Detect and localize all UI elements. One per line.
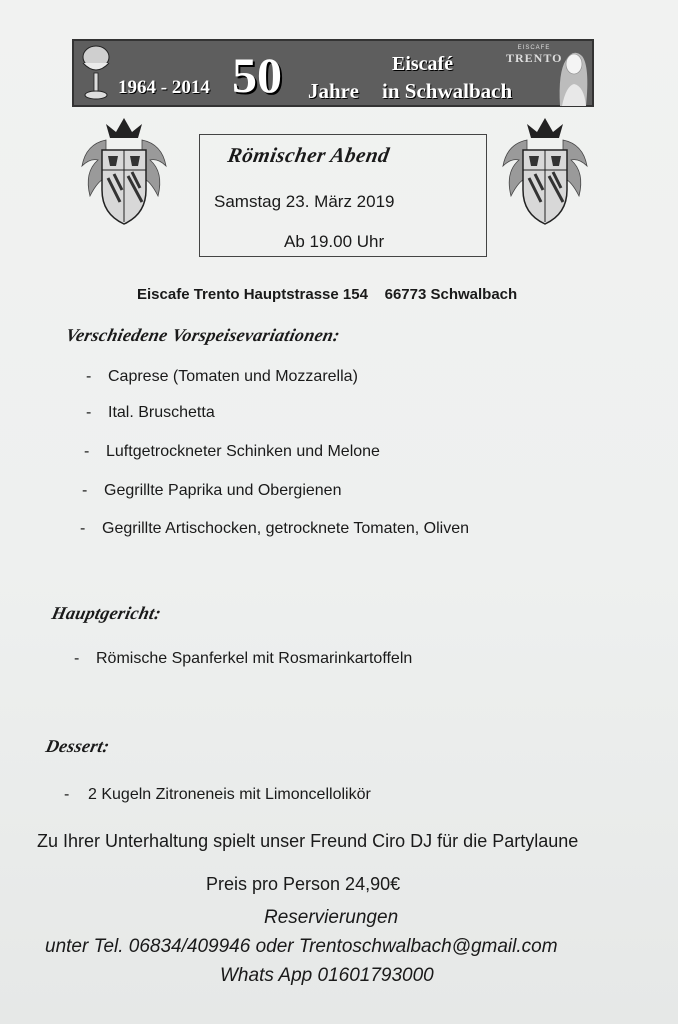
venue-address: Eiscafe Trento Hauptstrasse 154 66773 Schwalbach (137, 286, 518, 303)
bullet: - (74, 650, 80, 667)
reservation-label: Reservierungen (264, 907, 399, 928)
logo-line1: EISCAFE (517, 45, 551, 51)
ice-cream-cup-icon (78, 43, 114, 105)
whatsapp-contact: Whats App 01601793000 (220, 965, 434, 986)
coat-of-arms-icon (497, 110, 593, 230)
banner-location: in Schwalbach (382, 79, 513, 103)
bullet: - (86, 404, 92, 421)
banner-years: 1964 - 2014 (118, 77, 210, 98)
dessert-item: 2 Kugeln Zitroneneis mit Limoncellolikör (88, 786, 371, 803)
starter-item: Gegrillte Paprika und Obergienen (104, 482, 342, 499)
starter-item: Caprese (Tomaten und Mozzarella) (108, 368, 358, 385)
main-course-item: Römische Spanferkel mit Rosmarinkartoffeln (96, 650, 413, 667)
entertainment-note: Zu Ihrer Unterhaltung spielt unser Freund Ciro DJ für die Partylaune (37, 831, 579, 851)
bullet: - (64, 786, 70, 803)
dessert-heading: Dessert: (43, 736, 112, 756)
reservation-contact: unter Tel. 06834/409946 oder Trentoschwalbach@gmail.com (45, 936, 558, 957)
coat-of-arms-icon (76, 110, 172, 230)
event-box (199, 134, 487, 257)
anniversary-banner (72, 39, 594, 107)
trento-logo (506, 45, 562, 85)
price: Preis pro Person 24,90€ (206, 874, 401, 894)
woman-portrait-icon (556, 42, 590, 106)
event-title: Römischer Abend (225, 143, 392, 167)
starter-item: Luftgetrockneter Schinken und Melone (106, 443, 380, 460)
logo-line2: TRENTO (506, 51, 563, 65)
event-time: Ab 19.00 Uhr (284, 232, 385, 251)
starter-item: Ital. Bruschetta (108, 404, 215, 421)
banner-eiscafe: Eiscafé (392, 53, 454, 75)
starter-item: Gegrillte Artischocken, getrocknete Tomaten, Oliven (102, 520, 469, 537)
banner-fifty: 50 (232, 47, 282, 103)
bullet: - (86, 368, 92, 385)
bullet: - (80, 520, 86, 537)
bullet: - (84, 443, 90, 460)
event-date: Samstag 23. März 2019 (214, 192, 395, 211)
starters-heading: Verschiedene Vorspeisevariationen: (63, 325, 342, 345)
bullet: - (82, 482, 88, 499)
banner-jahre: Jahre (308, 79, 359, 103)
main-course-heading: Hauptgericht: (49, 603, 164, 623)
